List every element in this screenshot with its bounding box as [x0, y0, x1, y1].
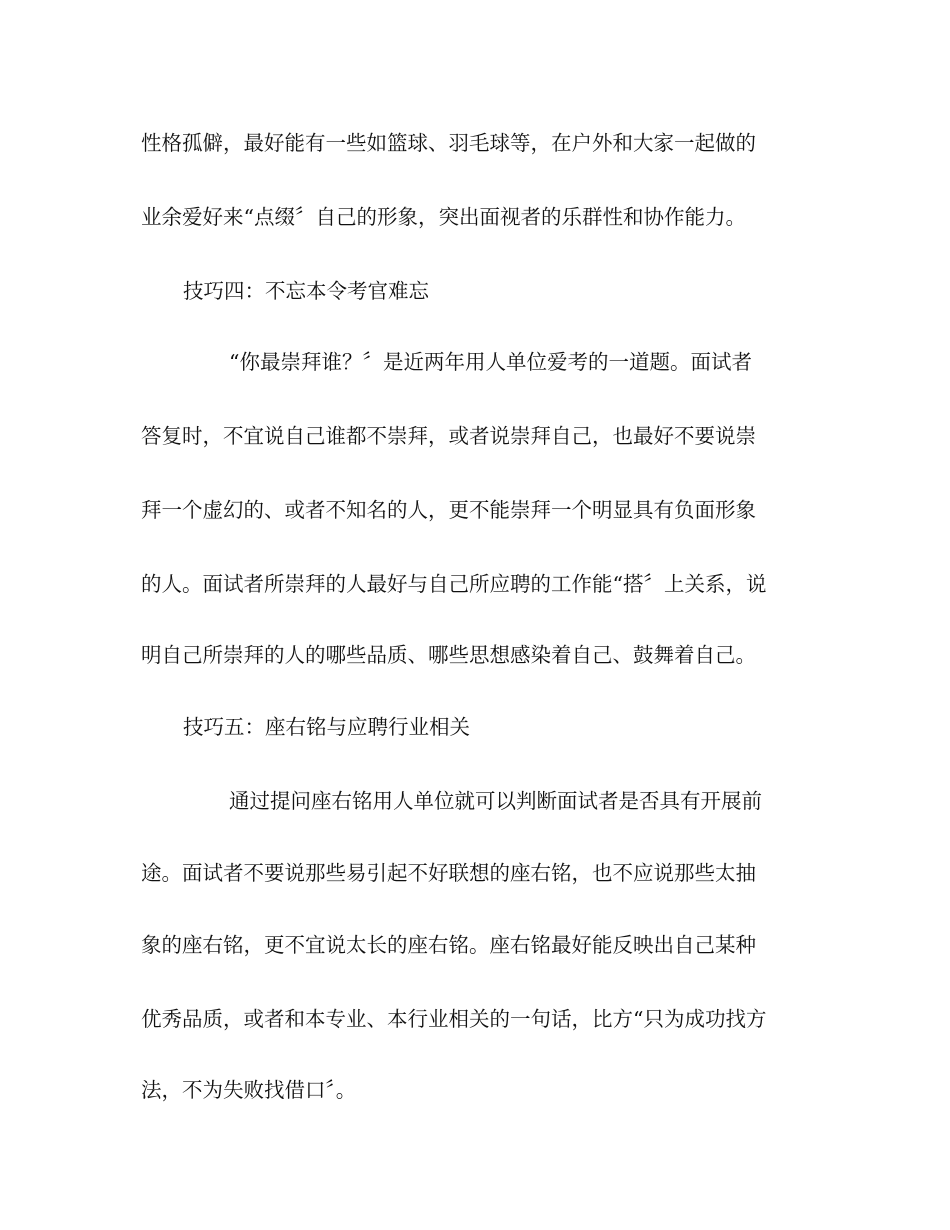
paragraph-line: 通过提问座右铭用人单位就可以判断面试者是否具有开展前 [229, 789, 762, 813]
paragraph-line: 的人。面试者所崇拜的人最好与自己所应聘的工作能“搭〞上关系，说 [141, 572, 767, 596]
paragraph-line: 象的座右铭，更不宜说太长的座右铭。座右铭最好能反映出自己某种 [141, 933, 756, 957]
paragraph-line: 拜一个虚幻的、或者不知名的人，更不能崇拜一个明显具有负面形象 [141, 498, 756, 522]
paragraph-line: 答复时，不宜说自己谁都不崇拜，或者说崇拜自己，也最好不要说崇 [141, 424, 756, 448]
section-heading: 技巧四：不忘本令考官难忘 [183, 279, 429, 303]
paragraph-line: 法，不为失败找借口〞。 [141, 1078, 357, 1102]
paragraph-line: 业余爱好来“点缀〞自己的形象，突出面视者的乐群性和协作能力。 [141, 205, 746, 229]
paragraph-line: 途。面试者不要说那些易引起不好联想的座右铭，也不应说那些太抽 [141, 861, 756, 885]
section-heading: 技巧五：座右铭与应聘行业相关 [183, 715, 470, 739]
paragraph-line: “你最崇拜谁？〞是近两年用人单位爱考的一道题。面试者 [229, 350, 752, 374]
paragraph-line: 明自己所崇拜的人的哪些品质、哪些思想感染着自己、鼓舞着自己。 [141, 643, 756, 667]
paragraph-line: 性格孤僻，最好能有一些如篮球、羽毛球等，在户外和大家一起做的 [141, 131, 756, 155]
paragraph-line: 优秀品质，或者和本专业、本行业相关的一句话，比方“只为成功找方 [141, 1007, 767, 1031]
